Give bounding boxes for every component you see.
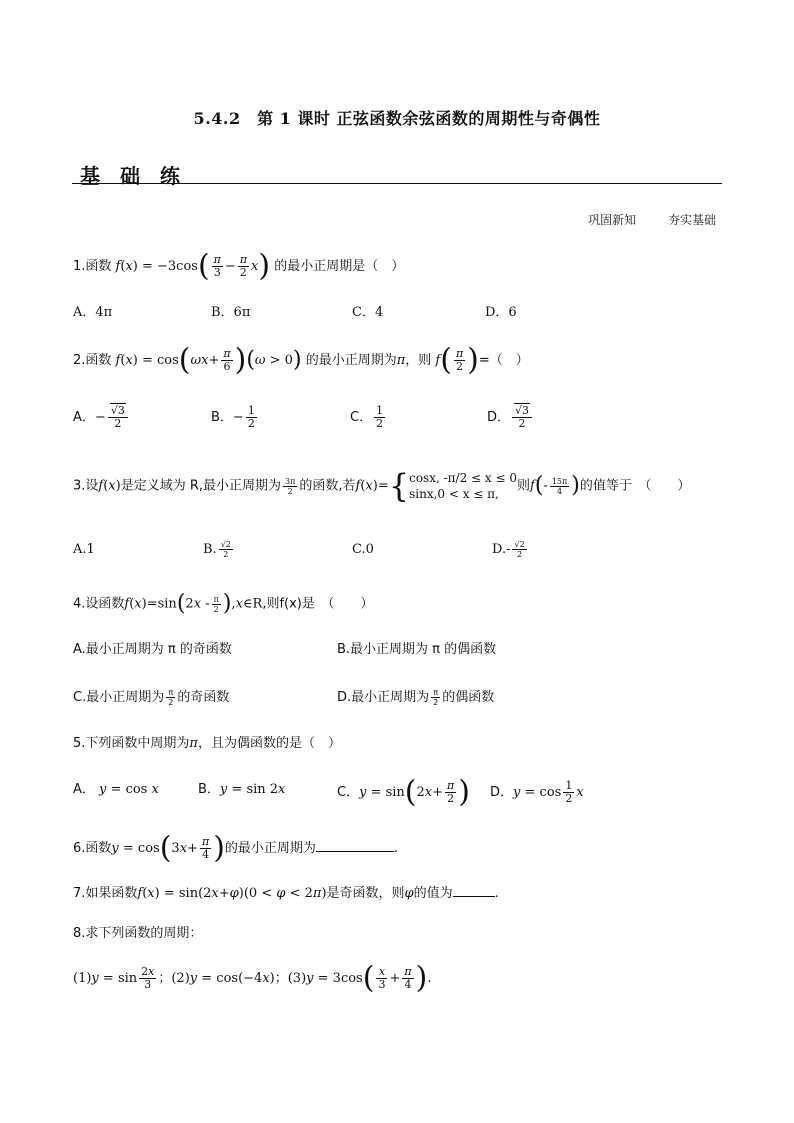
question-5: 5.下列函数中周期为π，且为偶函数的是（ ） xyxy=(73,736,341,751)
q6-answer-blank[interactable] xyxy=(316,851,394,852)
q5-option-a: A． y = cos x xyxy=(73,782,159,797)
q4-option-b: B.最小正周期为 π 的偶函数 xyxy=(337,642,497,657)
question-7: 7.如果函数f(x) = sin(2x+φ)(0 < φ < 2π)是奇函数，则φ的值为 . xyxy=(73,886,499,901)
q3-piecewise: { cosx, -π/2 ≤ x ≤ 0 sinx,0 < x ≤ π, xyxy=(388,467,517,505)
question-2: 2.函数 f(x) = cos(ωx+ $\frac{\pi}{6}$ )(ω > 0) 的最小正周期为π，则 f( $\frac{\pi}{2}$ )=（ ） xyxy=(73,342,529,378)
q4-option-d: D.最小正周期为 $\frac{\pi}{2}$ 的偶函数 xyxy=(337,688,495,707)
question-4: 4.设函数f(x)=sin(2x - $\frac{\pi}{2}$ ),x∈R,则f(x)是 （ ） xyxy=(73,591,374,616)
question-8: 8.求下列函数的周期： xyxy=(73,926,203,941)
question-8-parts: (1)y = sin $\frac{2x}{3}$ ；(2)y = cos(−4x)；(3)y = 3cos( $\frac{x}{3}$ + $\frac{\pi}{4}$ ). xyxy=(73,960,432,996)
q2-option-a: A．− $\frac{√3}{2}$ xyxy=(73,405,130,430)
q1-option-b: B．6π xyxy=(211,305,251,320)
q3-option-a: A.1 xyxy=(73,542,95,557)
q3-option-c: C.0 xyxy=(352,542,374,557)
q5-option-c: C．y = sin(2x+ $\frac{\pi}{2}$ ) xyxy=(337,774,470,810)
q5-option-b: B．y = sin 2x xyxy=(198,782,286,797)
section-divider xyxy=(72,183,722,184)
q1-option-a: A．4π xyxy=(73,305,113,320)
question-6: 6.函数y = cos(3x+ $\frac{\pi}{4}$ )的最小正周期为 . xyxy=(73,830,399,866)
q3-option-b: B. $\frac{√2}{2}$ xyxy=(203,540,231,559)
q2-option-b: B．− $\frac{1}{2}$ xyxy=(211,404,255,430)
question-1: 1.函数 f(x) = −3cos( $\frac{\pi}{3}$ − $\frac{\pi}{2}$ x) 的最小正周期是（ ） xyxy=(73,248,405,284)
q4-option-c: C.最小正周期为 $\frac{\pi}{2}$ 的奇函数 xyxy=(73,688,230,707)
q7-answer-blank[interactable] xyxy=(453,896,495,897)
q1-option-d: D．6 xyxy=(485,305,517,320)
section-tags xyxy=(560,211,716,228)
q2-formula: f(x) = cos(ωx+ $\frac{\pi}{6}$ )(ω > 0) xyxy=(115,342,302,378)
q5-option-d: D．y = cos $\frac{1}{2}$ x xyxy=(490,779,584,805)
tag-consolidate: 巩固新知 xyxy=(588,213,637,227)
section-heading: 基础练 xyxy=(80,164,200,188)
q1-option-c: C．4 xyxy=(352,305,384,320)
question-3: 3.设f(x)是定义域为 R,最小正周期为 $\frac{3\pi}{2}$ 的函数,若f(x)= { cosx, -π/2 ≤ x ≤ 0 sinx,0 < x ≤ π, 则f(- $\frac{15\pi}{4}$ )的值等于 （ ） xyxy=(73,467,691,505)
q1-formula: f(x) = −3cos( $\frac{\pi}{3}$ − $\frac{\pi}{2}$ x) xyxy=(115,248,271,284)
q3-option-d: D.- $\frac{√2}{2}$ xyxy=(492,540,525,559)
page-title: 5.4.2 第 1 课时 正弦函数余弦函数的周期性与奇偶性 xyxy=(193,109,601,128)
q2-option-c: C． $\frac{1}{2}$ xyxy=(350,404,384,430)
q2-option-d: D． $\frac{√3}{2}$ xyxy=(487,405,534,430)
q4-option-a: A.最小正周期为 π 的奇函数 xyxy=(73,642,232,657)
tag-foundation: 夯实基础 xyxy=(667,213,716,227)
